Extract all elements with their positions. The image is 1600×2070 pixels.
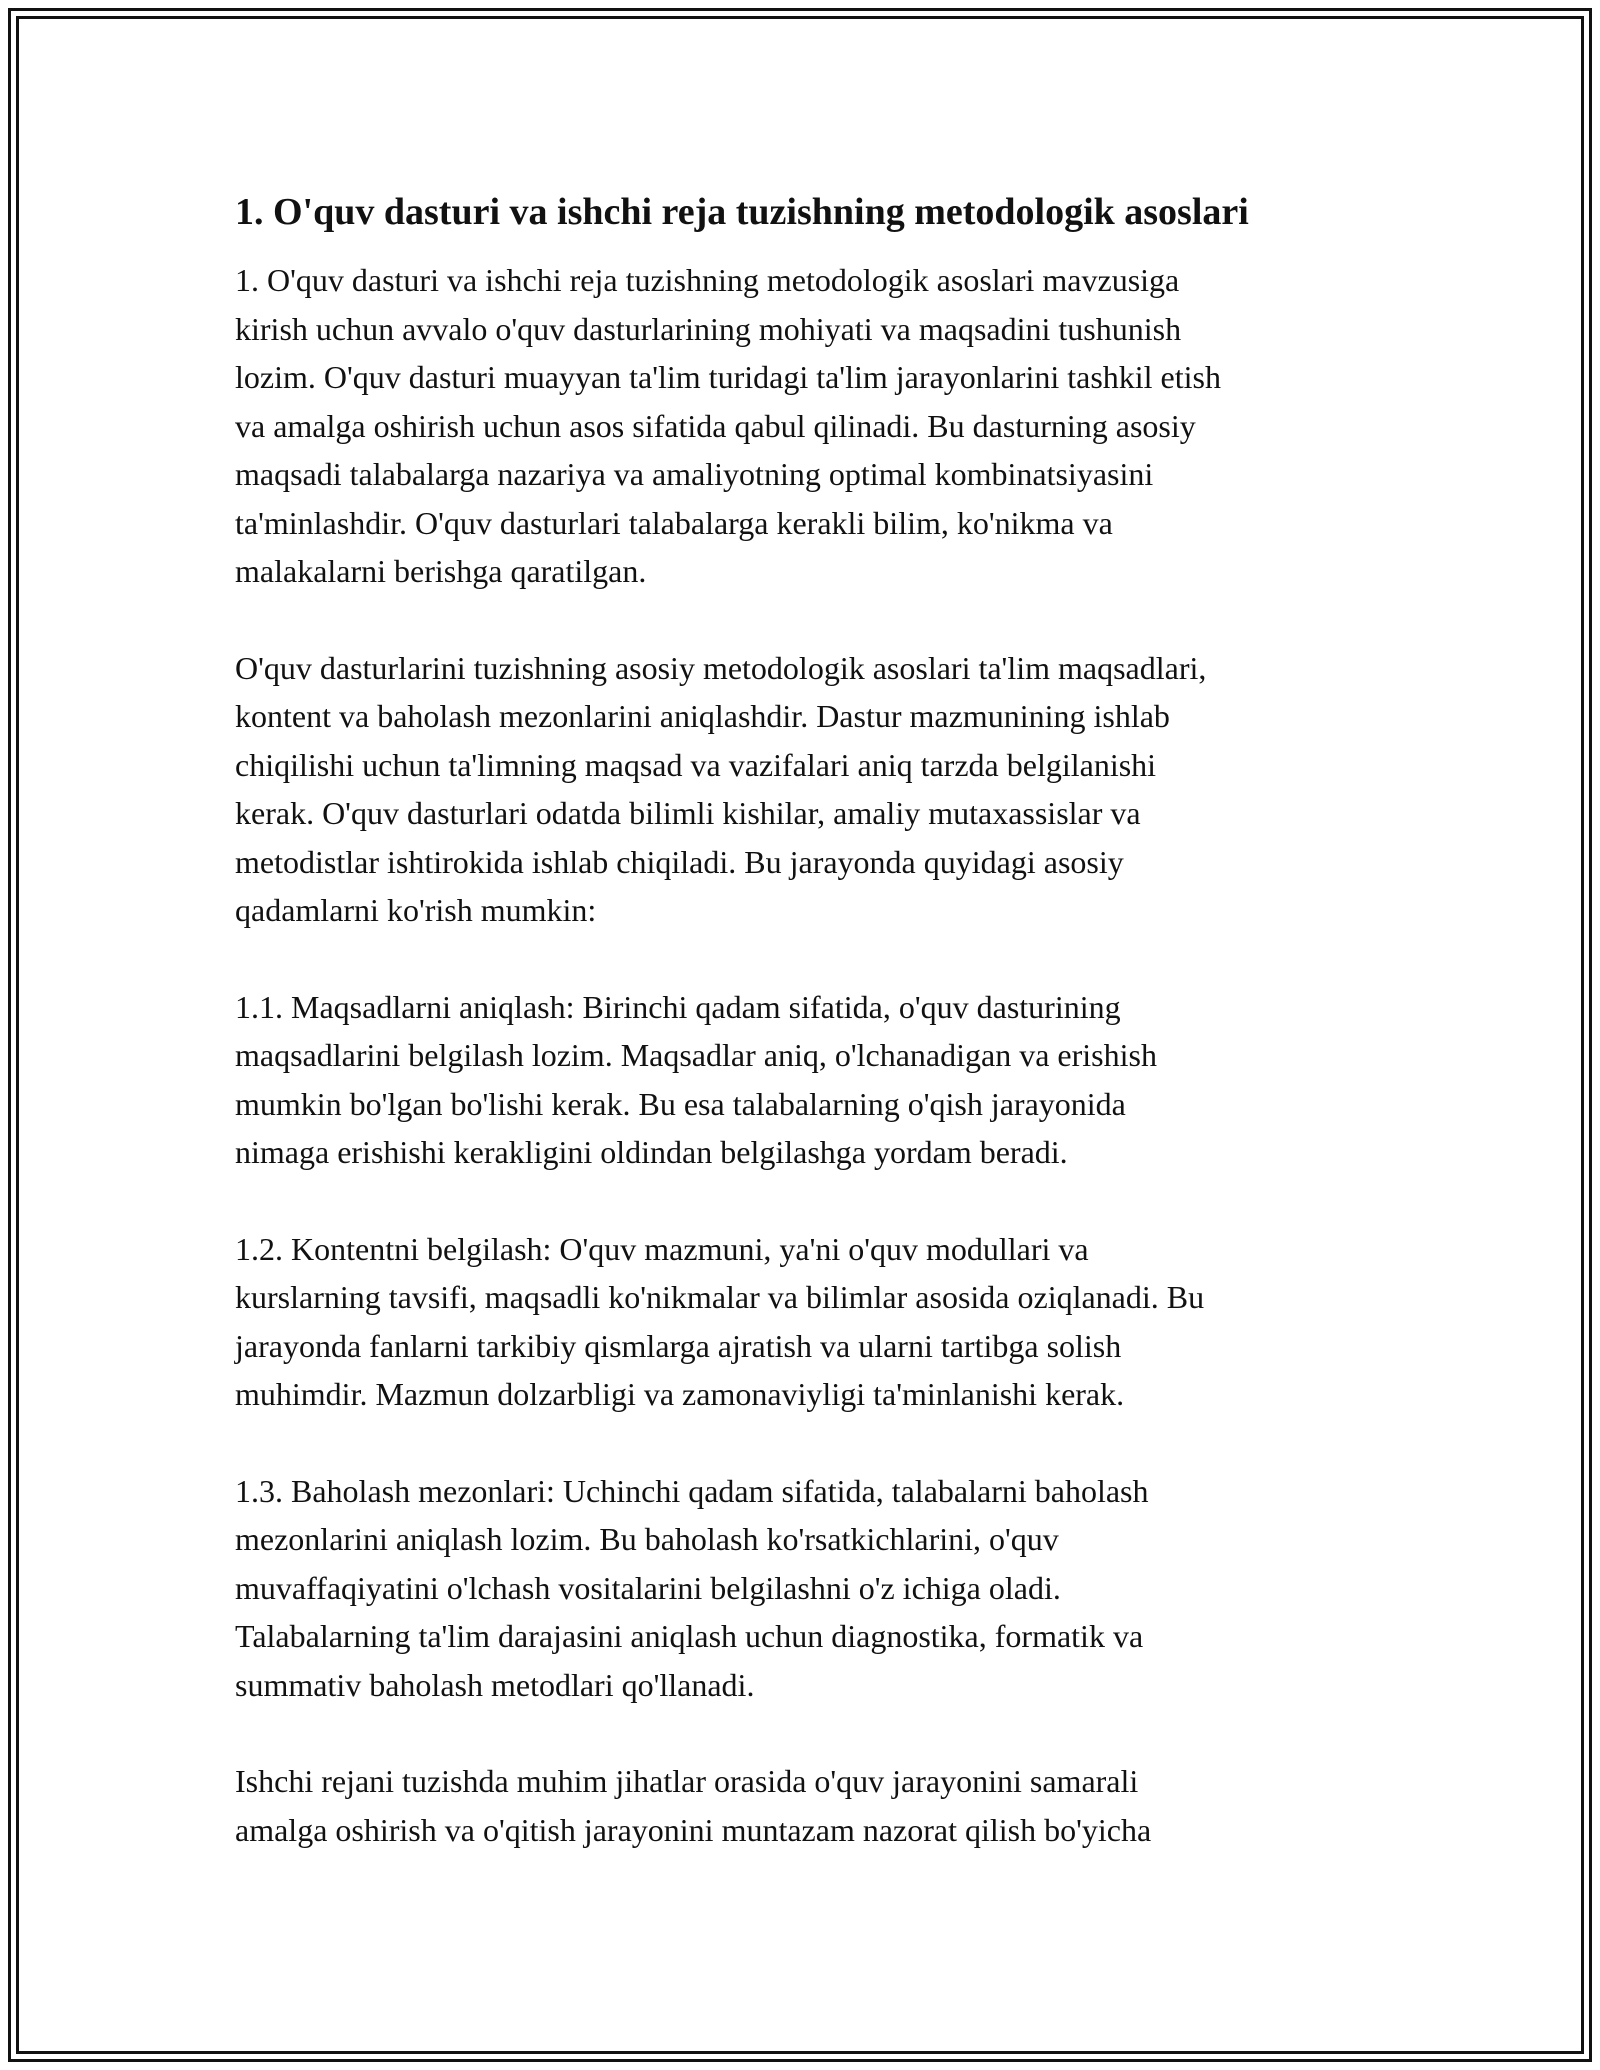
text-line: muhimdir. Mazmun dolzarbligi va zamonaviyligi ta'minlanishi kerak. (235, 1376, 1125, 1412)
text-line: ta'minlashdir. O'quv dasturlari talabalarga kerakli bilim, ko'nikma va (235, 504, 1113, 541)
text-line: jarayonda fanlarni tarkibiy qismlarga ajratish va ularni tartibga solish (235, 1327, 1122, 1364)
text-line: 1.2. Kontentni belgilash: O'quv mazmuni, ya'ni o'quv modullari va (235, 1230, 1089, 1267)
text-line: 1.3. Baholash mezonlari: Uchinchi qadam sifatida, talabalarni baholash (235, 1472, 1149, 1509)
text-line: malakalarni berishga qaratilgan. (235, 553, 647, 589)
text-line: nimaga erishishi kerakligini oldindan belgilashga yordam beradi. (235, 1134, 1068, 1170)
paragraph-4 (235, 1225, 1395, 1419)
paragraph-3 (235, 983, 1395, 1177)
paragraph-5 (235, 1467, 1395, 1710)
text-line: summativ baholash metodlari qo'llanadi. (235, 1666, 755, 1703)
text-line: maqsadi talabalarga nazariya va amaliyotning optimal kombinatsiyasini (235, 456, 1154, 492)
paragraph-6 (235, 1757, 1395, 1854)
text-line: lozim. O'quv dasturi muayyan ta'lim turidagi ta'lim jarayonlarini tashkil etish (235, 359, 1221, 395)
paragraph-1 (235, 256, 1395, 596)
text-line: mezonlarini aniqlash lozim. Bu baholash ko'rsatkichlarini, o'quv (235, 1521, 1059, 1557)
text-line: 1.1. Maqsadlarni aniqlash: Birinchi qadam sifatida, o'quv dasturining (235, 988, 1121, 1025)
text-line: amalga oshirish va o'qitish jarayonini muntazam nazorat qilish bo'yicha (235, 1811, 1152, 1848)
text-line: Talabalarning ta'lim darajasini aniqlash uchun diagnostika, formatik va (235, 1618, 1144, 1654)
text-line: mumkin bo'lgan bo'lishi kerak. Bu esa talabalarning o'qish jarayonida (235, 1085, 1126, 1122)
text-line: va amalga oshirish uchun asos sifatida qabul qilinadi. Bu dasturning asosiy (235, 407, 1196, 444)
paragraph-2 (235, 644, 1395, 935)
text-line: kurslarning tavsifi, maqsadli ko'nikmalar va bilimlar asosida oziqlanadi. Bu (235, 1279, 1205, 1315)
text-line: Ishchi rejani tuzishda muhim jihatlar orasida o'quv jarayonini samarali (235, 1763, 1139, 1799)
text-line: chiqilishi uchun ta'limning maqsad va vazifalari aniq tarzda belgilanishi (235, 746, 1157, 783)
document-body (235, 186, 1395, 1902)
text-line: maqsadlarini belgilash lozim. Maqsadlar aniq, o'lchanadigan va erishish (235, 1037, 1157, 1073)
text-line: 1. O'quv dasturi va ishchi reja tuzishning metodologik asoslari mavzusiga (235, 262, 1180, 298)
text-line: metodistlar ishtirokida ishlab chiqiladi. Bu jarayonda quyidagi asosiy (235, 843, 1124, 880)
document-title: 1. O'quv dasturi va ishchi reja tuzishning metodologik asoslari (235, 191, 1249, 233)
text-line: kirish uchun avvalo o'quv dasturlarining mohiyati va maqsadini tushunish (235, 310, 1182, 347)
text-line: O'quv dasturlarini tuzishning asosiy metodologik asoslari ta'lim maqsadlari, (235, 649, 1207, 686)
text-line: qadamlarni ko'rish mumkin: (235, 892, 597, 928)
text-line: kerak. O'quv dasturlari odatda bilimli kishilar, amaliy mutaxassislar va (235, 795, 1141, 831)
text-line: muvaffaqiyatini o'lchash vositalarini belgilashni o'z ichiga oladi. (235, 1569, 1061, 1606)
text-line: kontent va baholash mezonlarini aniqlashdir. Dastur mazmunining ishlab (235, 698, 1170, 734)
